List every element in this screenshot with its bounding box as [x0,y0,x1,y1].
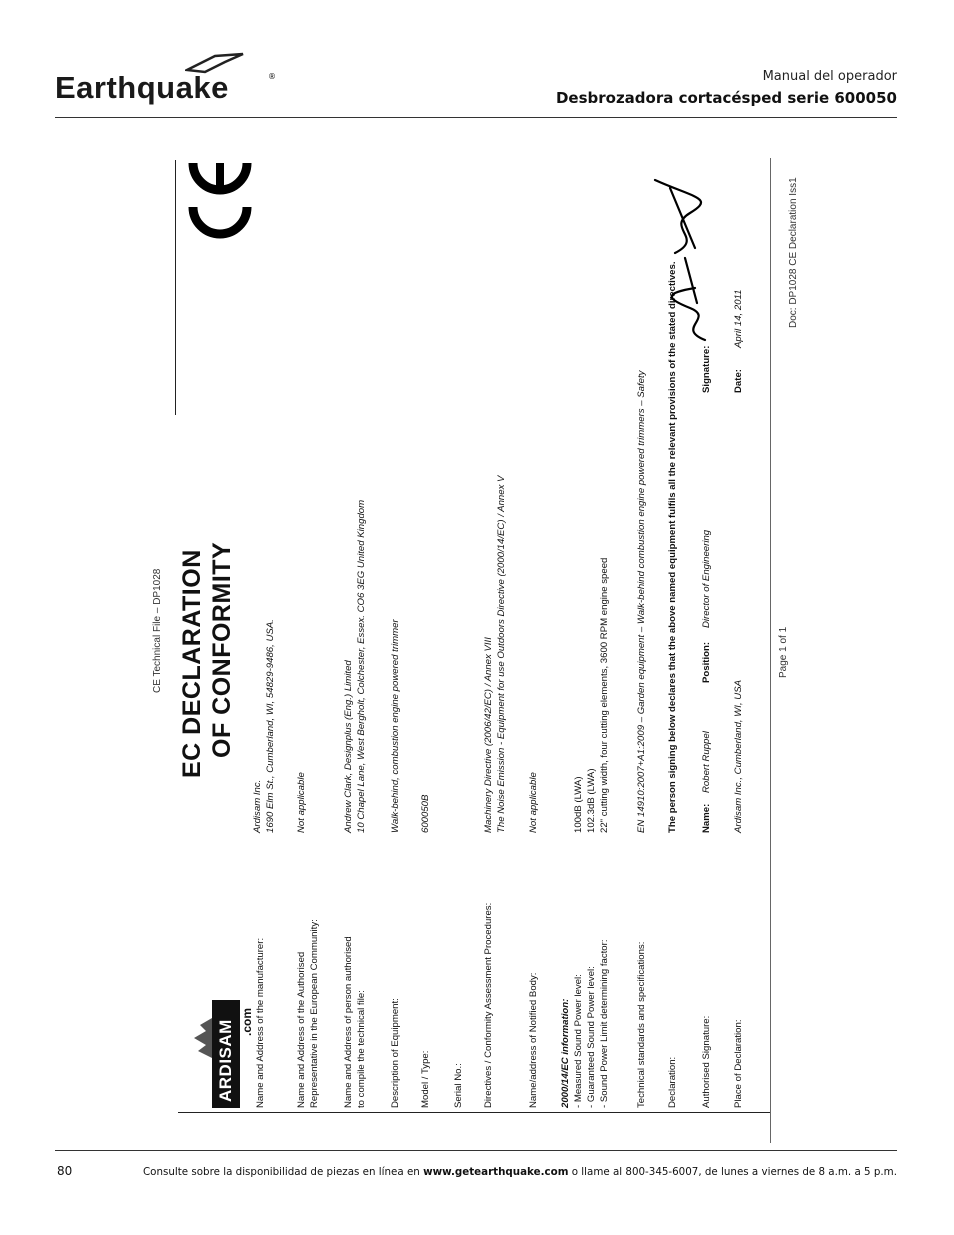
date-value: April 14, 2011 [733,289,744,348]
manual-title: Desbrozadora cortacésped serie 600050 [555,89,897,107]
footer-contact-text [143,1166,897,1178]
representative-value: Not applicable [296,772,307,833]
footer-text-suffix: o llame al 800-345-6007, de lunes a viernes de 8 a.m. a 5 p.m. [568,1166,897,1178]
technical-file-value-1: Andrew Clark, Designplus (Eng.) Limited [343,660,354,833]
manufacturer-address: 1690 Elm St., Cumberland, WI, 54829-9486, USA. [265,619,276,833]
logo-text: Earthquake [55,70,229,105]
place-label: Place of Declaration: [733,1019,744,1108]
sound-limit-label: - Sound Power Limit determining factor: [599,939,610,1108]
description-value: Walk-behind, combustion engine powered trimmer [390,619,401,833]
footer-divider [55,1150,897,1151]
measured-sound-value: 100dB (LWA) [573,776,584,833]
directives-value-2: The Noise Emission - Equipment for use Outdoors Directive (2000/14/EC) / Annex V [496,475,507,833]
document-title-line2: OF CONFORMITY [208,541,236,758]
footer-website-link[interactable]: www.getearthquake.com [423,1166,569,1178]
footer-text-prefix: Consulte sobre la disponibilidad de piezas en línea en [142,1166,424,1178]
description-label: Description of Equipment: [390,998,401,1108]
noise-info-heading: 2000/14/EC information: [560,998,571,1108]
notified-body-label: Name/address of Notified Body: [528,972,539,1108]
ardisam-logo-text: ARDISAM [216,1019,235,1102]
handwritten-signature [635,178,725,348]
technical-file-value-2: 10 Chapel Lane, West Bergholt, Colchester, Essex. CO6 3EG United Kingdom [356,499,367,833]
tree-icon [192,1013,214,1063]
guaranteed-sound-label: - Guaranteed Sound Power level: [586,966,597,1108]
document-title-line1: EC DECLARATION [178,549,206,778]
manufacturer-label: Name and Address of the manufacturer: [255,937,266,1108]
document-reference: Doc: DP1028 CE Declaration Iss1 [788,177,799,328]
notified-body-value: Not applicable [528,772,539,833]
guaranteed-sound-value: 102.3dB (LWA) [586,768,597,833]
name-label: Name: [701,803,712,833]
representative-label-1: Name and Address of the Authorised [296,951,307,1108]
authorised-signature-label: Authorised Signature: [701,1015,712,1108]
page-number: 80 [57,1164,73,1178]
declaration-label: Declaration: [667,1056,678,1108]
place-value: Ardisam Inc., Cumberland, WI, USA [733,679,744,833]
technical-file-label-1: Name and Address of person authorised [343,936,354,1108]
header-divider [55,117,897,118]
model-label: Model / Type: [420,1050,431,1108]
position-value: Director of Engineering [701,529,712,628]
serial-label: Serial No.: [453,1063,464,1108]
manufacturer-name: Ardisam Inc. [252,779,263,833]
ce-mark-icon [185,158,255,243]
technical-file-label-2: to compile the technical file: [356,990,367,1108]
sound-limit-value: 22" cutting width, four cutting elements, 3600 RPM engine speed [599,557,610,833]
ardisam-logo [192,983,252,1108]
representative-label-2: Representative in the European Community: [309,919,320,1108]
directives-value-1: Machinery Directive (2006/42/EC) / Annex VIII [483,637,494,833]
position-label: Position: [701,641,712,683]
earthquake-logo [55,52,280,114]
declaration-statement: The person signing below declares that the above named equipment fulfils all the relevant provisions of the stated directives. [667,261,678,833]
directives-label: Directives / Conformity Assessment Procedures: [483,902,494,1108]
ce-technical-file-label: CE Technical File – DP1028 [152,568,163,693]
page-indicator: Page 1 of 1 [778,626,789,678]
ardisam-logo-suffix: .com [240,1007,254,1036]
measured-sound-label: - Measured Sound Power level: [573,974,584,1108]
registered-mark: ® [268,72,276,81]
date-label: Date: [733,369,744,393]
standards-label: Technical standards and specifications: [636,941,647,1108]
signature-field-label: Signature: [701,345,712,393]
model-value: 600050B [420,794,431,833]
standards-value: EN 14910:2007+A1:2009 – Garden equipment – Walk-behind combustion engine powered trimmers – Safety [636,370,647,833]
name-value: Robert Ruppel [701,731,712,793]
manual-subtitle: Manual del operador [762,69,897,84]
ec-declaration-document [150,158,810,1138]
